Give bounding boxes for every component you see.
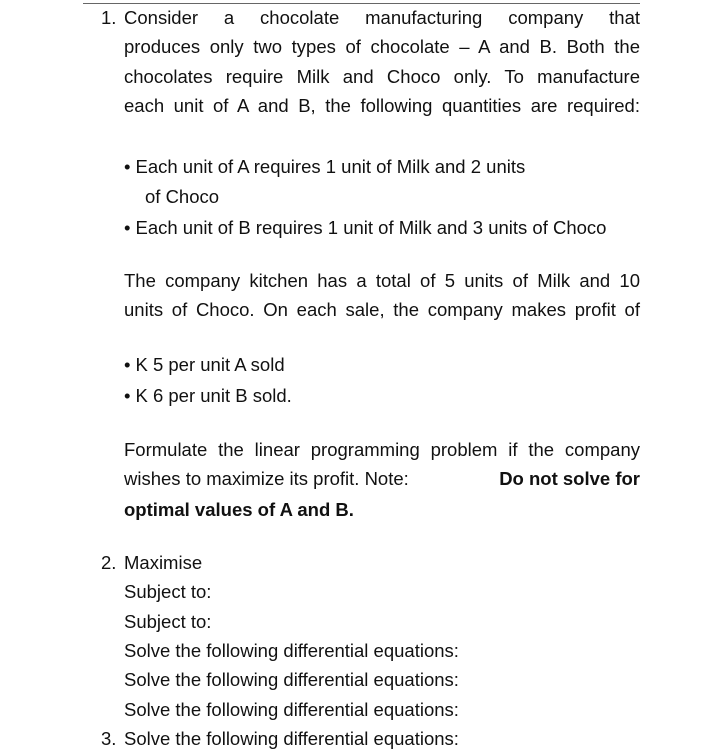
q1-kitchen-line: The company kitchen has a total of 5 units of Milk and 10 (124, 270, 640, 291)
question-1-number: 1. (101, 7, 117, 28)
bullet-icon: • (124, 156, 131, 177)
requirement-item-a (124, 156, 525, 178)
q2-line: Maximise (124, 552, 203, 573)
q1-task-bold-line (124, 499, 354, 521)
profit-b-text: K 6 per unit B sold. (135, 385, 292, 406)
requirement-a-continuation: of Choco (145, 186, 220, 207)
q2-line: Subject to: (124, 581, 212, 602)
q1-kitchen-line: units of Choco. On each sale, the company makes profit of (124, 299, 640, 320)
q1-intro-line: Consider a chocolate manufacturing company that (124, 7, 640, 28)
q3-line: Solve the following differential equations: (124, 728, 459, 749)
q1-task-line-note (124, 468, 640, 490)
q1-intro-line: chocolates require Milk and Choco only. To manufacture (124, 66, 640, 87)
q1-task-line: Formulate the linear programming problem if the company (124, 439, 640, 460)
question-3-number: 3. (101, 728, 117, 749)
bullet-icon: • (124, 385, 131, 406)
q1-task-bold-instruction: Do not solve for (499, 468, 640, 489)
q2-line: Solve the following differential equations: (124, 699, 459, 720)
q1-task-note-text: wishes to maximize its profit. Note: (124, 468, 409, 489)
q1-intro-line: produces only two types of chocolate – A and B. Both the (124, 36, 640, 57)
q2-line: Solve the following differential equations: (124, 640, 459, 661)
bullet-icon: • (124, 217, 131, 238)
q2-line: Subject to: (124, 611, 212, 632)
profit-item-a (124, 354, 285, 376)
q2-line: Solve the following differential equations: (124, 669, 459, 690)
requirement-b-text: Each unit of B requires 1 unit of Milk and 3 units of Choco (135, 217, 607, 238)
top-rule (83, 3, 640, 4)
question-2-number: 2. (101, 552, 117, 573)
requirement-a-text: Each unit of A requires 1 unit of Milk and 2 units (135, 156, 526, 177)
profit-a-text: K 5 per unit A sold (135, 354, 285, 375)
q1-intro-line: each unit of A and B, the following quantities are required: (124, 95, 640, 116)
q1-task-bold-continuation: optimal values of A and B. (124, 499, 354, 520)
bullet-icon: • (124, 354, 131, 375)
requirement-item-b (124, 217, 606, 239)
profit-item-b (124, 385, 292, 407)
